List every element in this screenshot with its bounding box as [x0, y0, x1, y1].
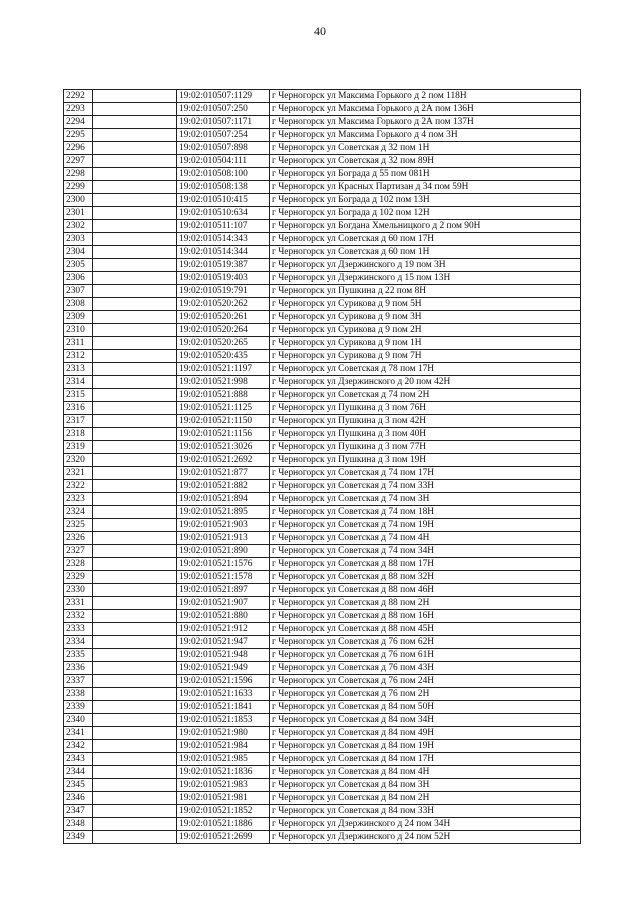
- cadastral-number-cell: 19:02:010511:107: [177, 220, 270, 233]
- empty-cell: [93, 649, 177, 662]
- cadastral-number-cell: 19:02:010521:1853: [177, 714, 270, 727]
- row-number-cell: 2341: [64, 727, 93, 740]
- empty-cell: [93, 415, 177, 428]
- empty-cell: [93, 753, 177, 766]
- row-number-cell: 2342: [64, 740, 93, 753]
- cadastral-number-cell: 19:02:010521:983: [177, 779, 270, 792]
- empty-cell: [93, 220, 177, 233]
- row-number-cell: 2325: [64, 519, 93, 532]
- cadastral-number-cell: 19:02:010507:250: [177, 103, 270, 116]
- row-number-cell: 2335: [64, 649, 93, 662]
- address-cell: г Черногорск ул Советская д 84 пом 17Н: [270, 753, 581, 766]
- empty-cell: [93, 363, 177, 376]
- table-row: [64, 90, 581, 103]
- empty-cell: [93, 207, 177, 220]
- cadastral-number-cell: 19:02:010514:344: [177, 246, 270, 259]
- address-cell: г Черногорск ул Советская д 74 пом 17Н: [270, 467, 581, 480]
- cadastral-number-cell: 19:02:010521:897: [177, 584, 270, 597]
- table-row: [64, 103, 581, 116]
- table-row: [64, 402, 581, 415]
- row-number-cell: 2297: [64, 155, 93, 168]
- table-row: [64, 519, 581, 532]
- cadastral-number-cell: 19:02:010521:890: [177, 545, 270, 558]
- table-row: [64, 168, 581, 181]
- table-row: [64, 740, 581, 753]
- table-row: [64, 181, 581, 194]
- address-cell: г Черногорск ул Советская д 76 пом 61Н: [270, 649, 581, 662]
- row-number-cell: 2302: [64, 220, 93, 233]
- address-cell: г Черногорск ул Сурикова д 9 пом 7Н: [270, 350, 581, 363]
- table-row: [64, 649, 581, 662]
- table-row: [64, 350, 581, 363]
- row-number-cell: 2304: [64, 246, 93, 259]
- empty-cell: [93, 467, 177, 480]
- table-row: [64, 233, 581, 246]
- row-number-cell: 2337: [64, 675, 93, 688]
- address-cell: г Черногорск ул Советская д 74 пом 33Н: [270, 480, 581, 493]
- cadastral-number-cell: 19:02:010521:903: [177, 519, 270, 532]
- table-row: [64, 701, 581, 714]
- empty-cell: [93, 142, 177, 155]
- empty-cell: [93, 480, 177, 493]
- table-row: [64, 454, 581, 467]
- row-number-cell: 2299: [64, 181, 93, 194]
- address-cell: г Черногорск ул Бограда д 102 пом 12Н: [270, 207, 581, 220]
- address-cell: г Черногорск ул Пушкина д 3 пом 40Н: [270, 428, 581, 441]
- address-cell: г Черногорск ул Советская д 32 пом 1Н: [270, 142, 581, 155]
- address-cell: г Черногорск ул Пушкина д 3 пом 42Н: [270, 415, 581, 428]
- row-number-cell: 2314: [64, 376, 93, 389]
- address-cell: г Черногорск ул Советская д 88 пом 16Н: [270, 610, 581, 623]
- empty-cell: [93, 545, 177, 558]
- cadastral-number-cell: 19:02:010521:912: [177, 623, 270, 636]
- table-row: [64, 467, 581, 480]
- row-number-cell: 2293: [64, 103, 93, 116]
- row-number-cell: 2349: [64, 831, 93, 844]
- cadastral-number-cell: 19:02:010521:1150: [177, 415, 270, 428]
- table-row: [64, 246, 581, 259]
- table-row: [64, 506, 581, 519]
- empty-cell: [93, 168, 177, 181]
- cadastral-number-cell: 19:02:010521:981: [177, 792, 270, 805]
- row-number-cell: 2347: [64, 805, 93, 818]
- row-number-cell: 2332: [64, 610, 93, 623]
- cadastral-number-cell: 19:02:010507:1129: [177, 90, 270, 103]
- row-number-cell: 2307: [64, 285, 93, 298]
- cadastral-number-cell: 19:02:010521:948: [177, 649, 270, 662]
- address-cell: г Черногорск ул Советская д 84 пом 19Н: [270, 740, 581, 753]
- table-row: [64, 428, 581, 441]
- empty-cell: [93, 90, 177, 103]
- empty-cell: [93, 324, 177, 337]
- address-cell: г Черногорск ул Максима Горького д 4 пом 3Н: [270, 129, 581, 142]
- cadastral-number-cell: 19:02:010520:261: [177, 311, 270, 324]
- table-row: [64, 532, 581, 545]
- table-row: [64, 298, 581, 311]
- address-cell: г Черногорск ул Советская д 76 пом 2Н: [270, 688, 581, 701]
- table-row: [64, 779, 581, 792]
- row-number-cell: 2309: [64, 311, 93, 324]
- empty-cell: [93, 688, 177, 701]
- table-row: [64, 714, 581, 727]
- cadastral-number-cell: 19:02:010507:1171: [177, 116, 270, 129]
- empty-cell: [93, 246, 177, 259]
- address-cell: г Черногорск ул Советская д 84 пом 3Н: [270, 779, 581, 792]
- cadastral-number-cell: 19:02:010520:435: [177, 350, 270, 363]
- cadastral-number-cell: 19:02:010508:100: [177, 168, 270, 181]
- address-cell: г Черногорск ул Максима Горького д 2А пом 137Н: [270, 116, 581, 129]
- table-row: [64, 584, 581, 597]
- row-number-cell: 2324: [64, 506, 93, 519]
- empty-cell: [93, 350, 177, 363]
- cadastral-number-cell: 19:02:010507:254: [177, 129, 270, 142]
- table-row: [64, 376, 581, 389]
- cadastral-number-cell: 19:02:010521:1578: [177, 571, 270, 584]
- property-registry-table: [63, 89, 581, 844]
- cadastral-number-cell: 19:02:010521:1852: [177, 805, 270, 818]
- cadastral-number-cell: 19:02:010504:111: [177, 155, 270, 168]
- row-number-cell: 2346: [64, 792, 93, 805]
- empty-cell: [93, 584, 177, 597]
- row-number-cell: 2305: [64, 259, 93, 272]
- address-cell: г Черногорск ул Советская д 74 пом 18Н: [270, 506, 581, 519]
- row-number-cell: 2316: [64, 402, 93, 415]
- table-row: [64, 337, 581, 350]
- cadastral-number-cell: 19:02:010521:985: [177, 753, 270, 766]
- row-number-cell: 2331: [64, 597, 93, 610]
- cadastral-number-cell: 19:02:010520:262: [177, 298, 270, 311]
- row-number-cell: 2295: [64, 129, 93, 142]
- row-number-cell: 2312: [64, 350, 93, 363]
- row-number-cell: 2296: [64, 142, 93, 155]
- address-cell: г Черногорск ул Советская д 84 пом 49Н: [270, 727, 581, 740]
- cadastral-number-cell: 19:02:010519:791: [177, 285, 270, 298]
- table-row: [64, 324, 581, 337]
- row-number-cell: 2308: [64, 298, 93, 311]
- address-cell: г Черногорск ул Максима Горького д 2А пом 136Н: [270, 103, 581, 116]
- table-row: [64, 155, 581, 168]
- cadastral-number-cell: 19:02:010514:343: [177, 233, 270, 246]
- address-cell: г Черногорск ул Дзержинского д 19 пом 3Н: [270, 259, 581, 272]
- row-number-cell: 2329: [64, 571, 93, 584]
- address-cell: г Черногорск ул Дзержинского д 24 пом 34Н: [270, 818, 581, 831]
- cadastral-number-cell: 19:02:010521:984: [177, 740, 270, 753]
- table-row: [64, 415, 581, 428]
- table-row: [64, 571, 581, 584]
- cadastral-number-cell: 19:02:010521:1197: [177, 363, 270, 376]
- cadastral-number-cell: 19:02:010507:898: [177, 142, 270, 155]
- cadastral-number-cell: 19:02:010519:387: [177, 259, 270, 272]
- address-cell: г Черногорск ул Пушкина д 3 пом 77Н: [270, 441, 581, 454]
- address-cell: г Черногорск ул Советская д 32 пом 89Н: [270, 155, 581, 168]
- empty-cell: [93, 701, 177, 714]
- address-cell: г Черногорск ул Советская д 76 пом 24Н: [270, 675, 581, 688]
- row-number-cell: 2317: [64, 415, 93, 428]
- empty-cell: [93, 779, 177, 792]
- empty-cell: [93, 662, 177, 675]
- cadastral-number-cell: 19:02:010521:1156: [177, 428, 270, 441]
- empty-cell: [93, 233, 177, 246]
- address-cell: г Черногорск ул Советская д 88 пом 32Н: [270, 571, 581, 584]
- row-number-cell: 2292: [64, 90, 93, 103]
- empty-cell: [93, 285, 177, 298]
- table-row: [64, 194, 581, 207]
- empty-cell: [93, 103, 177, 116]
- empty-cell: [93, 766, 177, 779]
- address-cell: г Черногорск ул Пушкина д 22 пом 8Н: [270, 285, 581, 298]
- row-number-cell: 2323: [64, 493, 93, 506]
- cadastral-number-cell: 19:02:010521:1841: [177, 701, 270, 714]
- row-number-cell: 2306: [64, 272, 93, 285]
- address-cell: г Черногорск ул Советская д 76 пом 43Н: [270, 662, 581, 675]
- table-row: [64, 493, 581, 506]
- cadastral-number-cell: 19:02:010521:877: [177, 467, 270, 480]
- address-cell: г Черногорск ул Бограда д 102 пом 13Н: [270, 194, 581, 207]
- cadastral-number-cell: 19:02:010521:1836: [177, 766, 270, 779]
- table-row: [64, 727, 581, 740]
- empty-cell: [93, 610, 177, 623]
- address-cell: г Черногорск ул Бограда д 55 пом 081Н: [270, 168, 581, 181]
- cadastral-number-cell: 19:02:010521:1886: [177, 818, 270, 831]
- cadastral-number-cell: 19:02:010521:2692: [177, 454, 270, 467]
- table-row: [64, 129, 581, 142]
- table-row: [64, 480, 581, 493]
- table-row: [64, 207, 581, 220]
- row-number-cell: 2303: [64, 233, 93, 246]
- empty-cell: [93, 623, 177, 636]
- table-row: [64, 597, 581, 610]
- row-number-cell: 2333: [64, 623, 93, 636]
- address-cell: г Черногорск ул Советская д 74 пом 3Н: [270, 493, 581, 506]
- row-number-cell: 2338: [64, 688, 93, 701]
- address-cell: г Черногорск ул Максима Горького д 2 пом 118Н: [270, 90, 581, 103]
- row-number-cell: 2344: [64, 766, 93, 779]
- table-body: [64, 90, 581, 844]
- empty-cell: [93, 194, 177, 207]
- row-number-cell: 2315: [64, 389, 93, 402]
- empty-cell: [93, 740, 177, 753]
- address-cell: г Черногорск ул Советская д 84 пом 50Н: [270, 701, 581, 714]
- row-number-cell: 2300: [64, 194, 93, 207]
- empty-cell: [93, 298, 177, 311]
- empty-cell: [93, 454, 177, 467]
- cadastral-number-cell: 19:02:010521:1576: [177, 558, 270, 571]
- table-row: [64, 792, 581, 805]
- empty-cell: [93, 337, 177, 350]
- table-row: [64, 545, 581, 558]
- cadastral-number-cell: 19:02:010510:415: [177, 194, 270, 207]
- cadastral-number-cell: 19:02:010521:2699: [177, 831, 270, 844]
- row-number-cell: 2322: [64, 480, 93, 493]
- cadastral-number-cell: 19:02:010520:264: [177, 324, 270, 337]
- row-number-cell: 2328: [64, 558, 93, 571]
- empty-cell: [93, 441, 177, 454]
- cadastral-number-cell: 19:02:010521:1125: [177, 402, 270, 415]
- address-cell: г Черногорск ул Дзержинского д 24 пом 52Н: [270, 831, 581, 844]
- empty-cell: [93, 259, 177, 272]
- empty-cell: [93, 558, 177, 571]
- table-row: [64, 363, 581, 376]
- table-row: [64, 610, 581, 623]
- empty-cell: [93, 675, 177, 688]
- row-number-cell: 2310: [64, 324, 93, 337]
- address-cell: г Черногорск ул Дзержинского д 20 пом 42Н: [270, 376, 581, 389]
- address-cell: г Черногорск ул Советская д 74 пом 19Н: [270, 519, 581, 532]
- cadastral-number-cell: 19:02:010521:947: [177, 636, 270, 649]
- empty-cell: [93, 792, 177, 805]
- address-cell: г Черногорск ул Советская д 76 пом 62Н: [270, 636, 581, 649]
- empty-cell: [93, 376, 177, 389]
- empty-cell: [93, 493, 177, 506]
- row-number-cell: 2340: [64, 714, 93, 727]
- empty-cell: [93, 714, 177, 727]
- cadastral-number-cell: 19:02:010521:913: [177, 532, 270, 545]
- row-number-cell: 2330: [64, 584, 93, 597]
- address-cell: г Черногорск ул Сурикова д 9 пом 2Н: [270, 324, 581, 337]
- address-cell: г Черногорск ул Советская д 88 пом 2Н: [270, 597, 581, 610]
- address-cell: г Черногорск ул Советская д 78 пом 17Н: [270, 363, 581, 376]
- empty-cell: [93, 389, 177, 402]
- cadastral-number-cell: 19:02:010521:882: [177, 480, 270, 493]
- empty-cell: [93, 831, 177, 844]
- address-cell: г Черногорск ул Советская д 60 пом 1Н: [270, 246, 581, 259]
- address-cell: г Черногорск ул Советская д 88 пом 46Н: [270, 584, 581, 597]
- table-row: [64, 636, 581, 649]
- cadastral-number-cell: 19:02:010521:895: [177, 506, 270, 519]
- address-cell: г Черногорск ул Советская д 84 пом 4Н: [270, 766, 581, 779]
- cadastral-number-cell: 19:02:010521:1596: [177, 675, 270, 688]
- empty-cell: [93, 155, 177, 168]
- empty-cell: [93, 311, 177, 324]
- empty-cell: [93, 506, 177, 519]
- empty-cell: [93, 181, 177, 194]
- table-row: [64, 818, 581, 831]
- table-row: [64, 116, 581, 129]
- cadastral-number-cell: 19:02:010519:403: [177, 272, 270, 285]
- table-row: [64, 831, 581, 844]
- address-cell: г Черногорск ул Советская д 74 пом 4Н: [270, 532, 581, 545]
- row-number-cell: 2334: [64, 636, 93, 649]
- row-number-cell: 2339: [64, 701, 93, 714]
- table-row: [64, 285, 581, 298]
- table-row: [64, 259, 581, 272]
- address-cell: г Черногорск ул Советская д 60 пом 17Н: [270, 233, 581, 246]
- row-number-cell: 2336: [64, 662, 93, 675]
- address-cell: г Черногорск ул Советская д 74 пом 2Н: [270, 389, 581, 402]
- empty-cell: [93, 818, 177, 831]
- page-number: 40: [314, 24, 326, 38]
- address-cell: г Черногорск ул Советская д 74 пом 34Н: [270, 545, 581, 558]
- empty-cell: [93, 727, 177, 740]
- cadastral-number-cell: 19:02:010508:138: [177, 181, 270, 194]
- address-cell: г Черногорск ул Сурикова д 9 пом 3Н: [270, 311, 581, 324]
- row-number-cell: 2319: [64, 441, 93, 454]
- cadastral-number-cell: 19:02:010521:1633: [177, 688, 270, 701]
- table-row: [64, 753, 581, 766]
- empty-cell: [93, 571, 177, 584]
- table-row: [64, 389, 581, 402]
- cadastral-number-cell: 19:02:010521:3026: [177, 441, 270, 454]
- row-number-cell: 2327: [64, 545, 93, 558]
- table-row: [64, 558, 581, 571]
- empty-cell: [93, 272, 177, 285]
- table-row: [64, 623, 581, 636]
- cadastral-number-cell: 19:02:010520:265: [177, 337, 270, 350]
- table-row: [64, 311, 581, 324]
- cadastral-number-cell: 19:02:010521:888: [177, 389, 270, 402]
- cadastral-number-cell: 19:02:010521:980: [177, 727, 270, 740]
- table-row: [64, 688, 581, 701]
- row-number-cell: 2318: [64, 428, 93, 441]
- row-number-cell: 2294: [64, 116, 93, 129]
- cadastral-number-cell: 19:02:010510:634: [177, 207, 270, 220]
- address-cell: г Черногорск ул Советская д 88 пом 45Н: [270, 623, 581, 636]
- address-cell: г Черногорск ул Пушкина д 3 пом 76Н: [270, 402, 581, 415]
- table-row: [64, 441, 581, 454]
- address-cell: г Черногорск ул Сурикова д 9 пом 1Н: [270, 337, 581, 350]
- empty-cell: [93, 532, 177, 545]
- row-number-cell: 2343: [64, 753, 93, 766]
- table-row: [64, 805, 581, 818]
- empty-cell: [93, 116, 177, 129]
- empty-cell: [93, 519, 177, 532]
- cadastral-number-cell: 19:02:010521:880: [177, 610, 270, 623]
- address-cell: г Черногорск ул Богдана Хмельницкого д 2 пом 90Н: [270, 220, 581, 233]
- row-number-cell: 2311: [64, 337, 93, 350]
- address-cell: г Черногорск ул Советская д 88 пом 17Н: [270, 558, 581, 571]
- address-cell: г Черногорск ул Советская д 84 пом 2Н: [270, 792, 581, 805]
- table-row: [64, 662, 581, 675]
- row-number-cell: 2313: [64, 363, 93, 376]
- row-number-cell: 2345: [64, 779, 93, 792]
- empty-cell: [93, 428, 177, 441]
- address-cell: г Черногорск ул Советская д 84 пом 34Н: [270, 714, 581, 727]
- empty-cell: [93, 636, 177, 649]
- row-number-cell: 2348: [64, 818, 93, 831]
- row-number-cell: 2320: [64, 454, 93, 467]
- address-cell: г Черногорск ул Дзержинского д 15 пом 13Н: [270, 272, 581, 285]
- empty-cell: [93, 402, 177, 415]
- cadastral-number-cell: 19:02:010521:998: [177, 376, 270, 389]
- address-cell: г Черногорск ул Пушкина д 3 пом 19Н: [270, 454, 581, 467]
- row-number-cell: 2326: [64, 532, 93, 545]
- row-number-cell: 2301: [64, 207, 93, 220]
- empty-cell: [93, 597, 177, 610]
- cadastral-number-cell: 19:02:010521:949: [177, 662, 270, 675]
- table-row: [64, 272, 581, 285]
- address-cell: г Черногорск ул Красных Партизан д 34 пом 59Н: [270, 181, 581, 194]
- row-number-cell: 2321: [64, 467, 93, 480]
- address-cell: г Черногорск ул Советская д 84 пом 33Н: [270, 805, 581, 818]
- row-number-cell: 2298: [64, 168, 93, 181]
- empty-cell: [93, 129, 177, 142]
- table-row: [64, 675, 581, 688]
- table-row: [64, 766, 581, 779]
- table-row: [64, 220, 581, 233]
- empty-cell: [93, 805, 177, 818]
- address-cell: г Черногорск ул Сурикова д 9 пом 5Н: [270, 298, 581, 311]
- cadastral-number-cell: 19:02:010521:894: [177, 493, 270, 506]
- cadastral-number-cell: 19:02:010521:907: [177, 597, 270, 610]
- table-row: [64, 142, 581, 155]
